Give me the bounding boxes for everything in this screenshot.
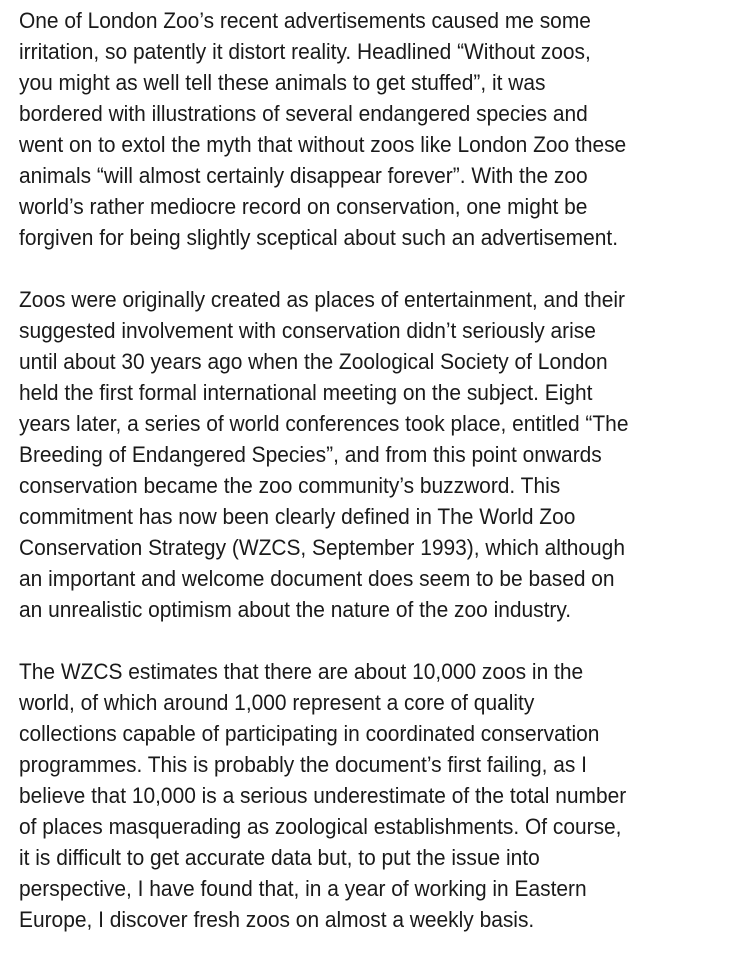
text-line: The WZCS estimates that there are about 10,000 zoos in the bbox=[19, 659, 584, 684]
text-line: an important and welcome document does seem to be based on bbox=[19, 566, 615, 591]
text-line: went on to extol the myth that without zoos like London Zoo these bbox=[19, 132, 627, 157]
text-line: conservation became the zoo community’s buzzword. This bbox=[19, 473, 561, 498]
paragraph-2 bbox=[19, 284, 739, 625]
text-line: suggested involvement with conservation didn’t seriously arise bbox=[19, 318, 596, 343]
text-line: until about 30 years ago when the Zoological Society of London bbox=[19, 349, 608, 374]
text-line: years later, a series of world conferences took place, entitled “The bbox=[19, 411, 629, 436]
text-line: world’s rather mediocre record on conservation, one might be bbox=[19, 194, 588, 219]
text-line: Conservation Strategy (WZCS, September 1993), which although bbox=[19, 535, 625, 560]
text-line: Europe, I discover fresh zoos on almost a weekly basis. bbox=[19, 907, 535, 932]
text-line: held the first formal international meeting on the subject. Eight bbox=[19, 380, 593, 405]
text-line: commitment has now been clearly defined in The World Zoo bbox=[19, 504, 576, 529]
text-line: it is difficult to get accurate data but, to put the issue into bbox=[19, 845, 540, 870]
text-line: forgiven for being slightly sceptical about such an advertisement. bbox=[19, 225, 619, 250]
article-body bbox=[19, 5, 739, 966]
text-line: world, of which around 1,000 represent a core of quality bbox=[19, 690, 535, 715]
text-line: Zoos were originally created as places of entertainment, and their bbox=[19, 287, 625, 312]
text-line: One of London Zoo’s recent advertisements caused me some bbox=[19, 8, 591, 33]
text-line: irritation, so patently it distort reality. Headlined “Without zoos, bbox=[19, 39, 591, 64]
text-line: you might as well tell these animals to get stuffed”, it was bbox=[19, 70, 546, 95]
text-line: perspective, I have found that, in a year of working in Eastern bbox=[19, 876, 587, 901]
paragraph-3 bbox=[19, 656, 739, 935]
text-line: collections capable of participating in coordinated conservation bbox=[19, 721, 600, 746]
text-line: Breeding of Endangered Species”, and from this point onwards bbox=[19, 442, 602, 467]
text-line: programmes. This is probably the document’s first failing, as I bbox=[19, 752, 587, 777]
text-line: believe that 10,000 is a serious underestimate of the total number bbox=[19, 783, 627, 808]
text-line: animals “will almost certainly disappear forever”. With the zoo bbox=[19, 163, 588, 188]
text-line: an unrealistic optimism about the nature of the zoo industry. bbox=[19, 597, 572, 622]
paragraph-1 bbox=[19, 5, 739, 253]
text-line: bordered with illustrations of several endangered species and bbox=[19, 101, 588, 126]
text-line: of places masquerading as zoological establishments. Of course, bbox=[19, 814, 622, 839]
